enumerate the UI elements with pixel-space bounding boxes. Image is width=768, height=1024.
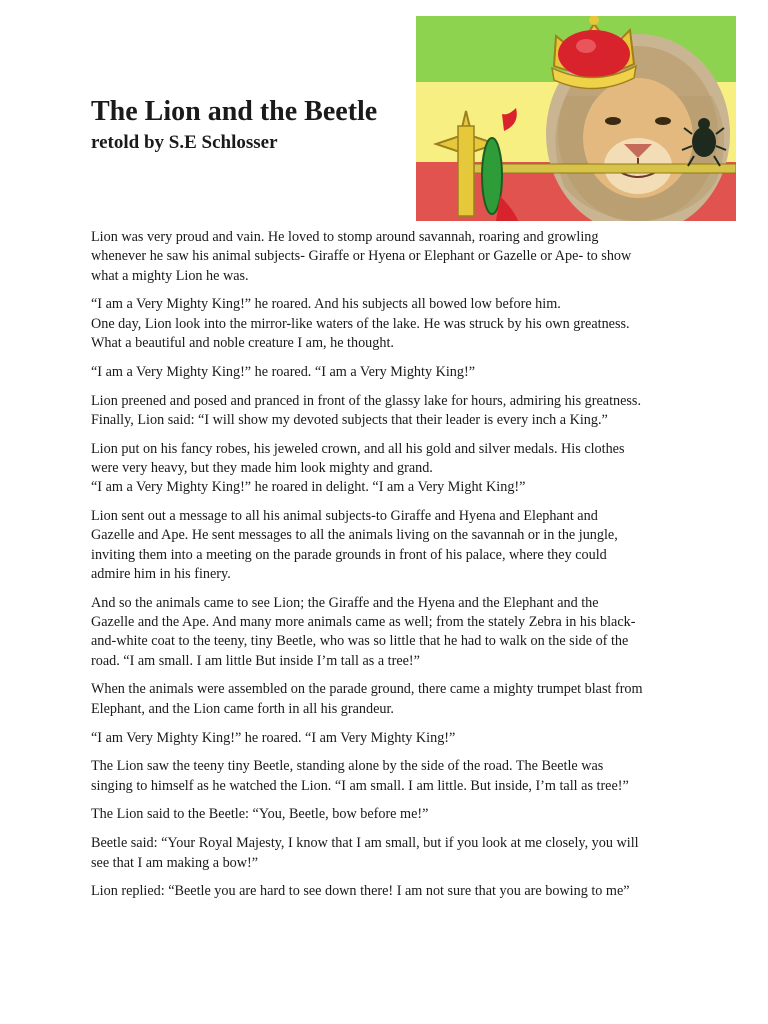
story-paragraph <box>91 295 681 353</box>
story-body <box>91 228 681 911</box>
story-line: When the animals were assembled on the parade ground, there came a mighty trumpet blast from <box>91 681 643 698</box>
story-paragraph <box>91 805 681 824</box>
story-paragraph <box>91 729 681 748</box>
story-paragraph <box>91 440 681 498</box>
title-block <box>91 96 411 155</box>
story-line: “I am a Very Mighty King!” he roared in delight. “I am a Very Might King!” <box>91 479 526 496</box>
story-line: and-white coat to the teeny, tiny Beetle, who was so little that he had to walk on the side of the <box>91 633 629 650</box>
story-byline: retold by S.E Schlosser <box>91 132 278 153</box>
story-title: The Lion and the Beetle <box>91 96 378 127</box>
story-line: Lion replied: “Beetle you are hard to see down there! I am not sure that you are bowing to me” <box>91 883 630 900</box>
story-paragraph <box>91 834 681 873</box>
story-line: “I am a Very Mighty King!” he roared. “I am a Very Mighty King!” <box>91 363 475 380</box>
story-line: Gazelle and the Ape. And many more animals came as well; from the stately Zebra in his black- <box>91 614 636 631</box>
story-line: road. “I am small. I am little But inside I’m tall as a tree!” <box>91 652 420 669</box>
story-line: What a beautiful and noble creature I am, he thought. <box>91 334 394 351</box>
story-line: The Lion saw the teeny tiny Beetle, standing alone by the side of the road. The Beetle was <box>91 758 604 775</box>
story-line: admire him in his finery. <box>91 565 231 582</box>
lion-illustration <box>416 16 736 221</box>
story-line: The Lion said to the Beetle: “You, Beetle, bow before me!” <box>91 806 429 823</box>
story-paragraph <box>91 363 681 382</box>
story-line: whenever he saw his animal subjects- Giraffe or Hyena or Elephant or Gazelle or Ape- to show <box>91 248 632 265</box>
story-line: inviting them into a meeting on the parade grounds in front of his palace, where they could <box>91 546 607 563</box>
story-paragraph <box>91 757 681 796</box>
story-line: what a mighty Lion he was. <box>91 267 249 284</box>
story-line: “I am Very Mighty King!” he roared. “I am Very Mighty King!” <box>91 729 456 746</box>
story-line: singing to himself as he watched the Lion. “I am small. I am little. But inside, I’m tall as tree!” <box>91 777 629 794</box>
story-line: Beetle said: “Your Royal Majesty, I know that I am small, but if you look at me closely, you will <box>91 835 639 852</box>
story-line: Finally, Lion said: “I will show my devoted subjects that their leader is every inch a King.” <box>91 411 608 428</box>
story-paragraph <box>91 594 681 671</box>
story-line: And so the animals came to see Lion; the Giraffe and the Hyena and the Elephant and the <box>91 594 599 611</box>
story-line: were very heavy, but they made him look mighty and grand. <box>91 459 433 476</box>
story-line: One day, Lion look into the mirror-like waters of the lake. He was struck by his own greatness. <box>91 315 630 332</box>
story-line: Lion was very proud and vain. He loved to stomp around savannah, roaring and growling <box>91 229 599 245</box>
story-line: Lion sent out a message to all his animal subjects-to Giraffe and Hyena and Elephant and <box>91 508 598 525</box>
story-line: “I am a Very Mighty King!” he roared. And his subjects all bowed low before him. <box>91 296 561 313</box>
story-paragraph <box>91 392 681 431</box>
story-line: Lion put on his fancy robes, his jeweled crown, and all his gold and silver medals. His clothes <box>91 440 625 457</box>
story-paragraph <box>91 228 681 286</box>
story-paragraph <box>91 507 681 584</box>
story-line: Elephant, and the Lion came forth in all his grandeur. <box>91 700 394 717</box>
story-paragraph <box>91 882 681 901</box>
story-paragraph <box>91 680 681 719</box>
story-line: see that I am making a bow!” <box>91 854 259 871</box>
story-line: Gazelle and Ape. He sent messages to all the animals living on the savannah or in the jungle, <box>91 527 618 544</box>
story-line: Lion preened and posed and pranced in front of the glassy lake for hours, admiring his greatness. <box>91 392 642 409</box>
